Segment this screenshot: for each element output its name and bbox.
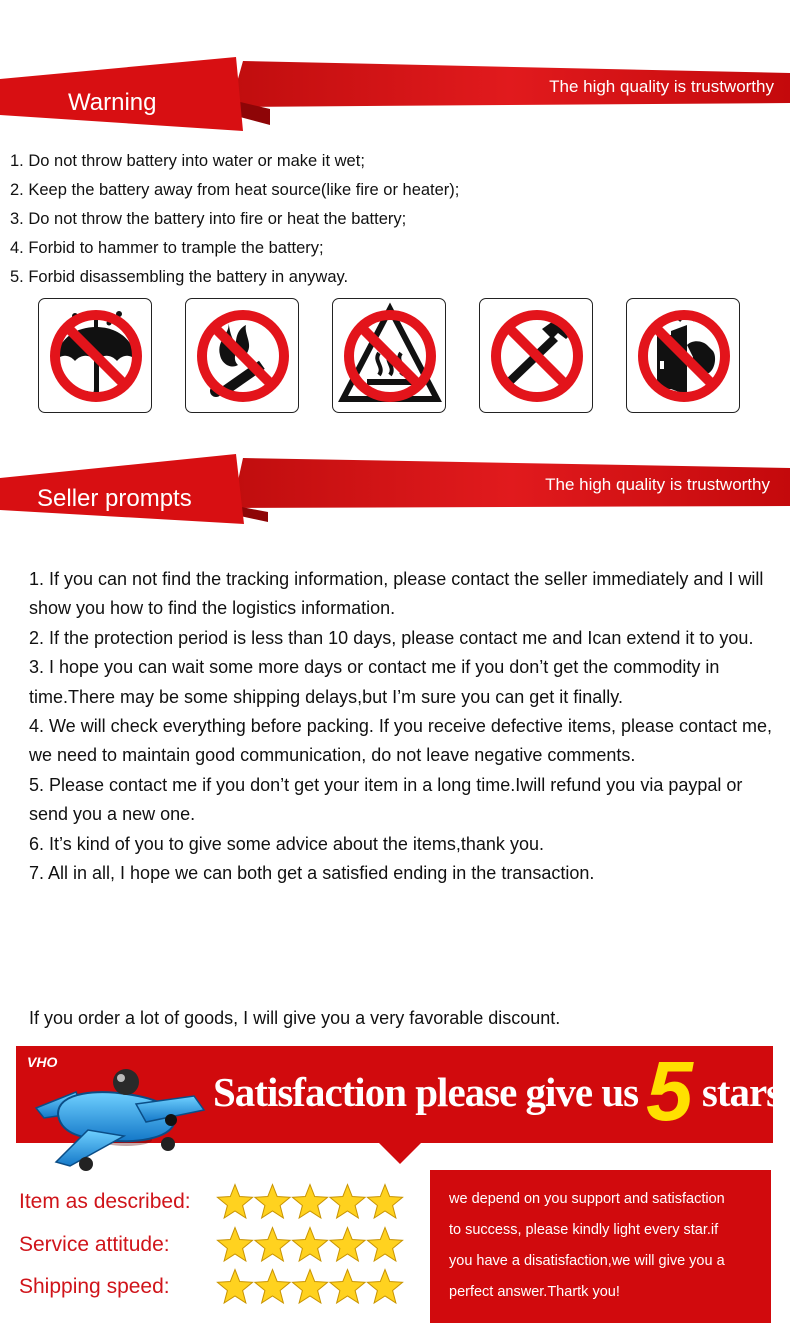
rating-label: Shipping speed: [19,1275,170,1298]
no-fire-icon [186,299,300,414]
seller-banner [0,450,790,530]
sign-no-fire [185,298,299,413]
appeal-line: you have a disatisfaction,we will give you a [449,1253,725,1269]
star-icon[interactable] [255,1270,290,1304]
headline-number: 5 [646,1044,692,1138]
prompt-item: 5. Please contact me if you don’t get your item in a long time.Iwill refund you via paypal or send you a new one. [29,774,743,825]
seller-tagline: The high quality is trustworthy [545,475,770,494]
rating-row [19,1225,409,1265]
star-icon[interactable] [330,1228,365,1262]
warning-item: 1. Do not throw battery into water or make it wet; [10,152,365,170]
sign-no-disassembly [626,298,740,413]
discount-note: If you order a lot of goods, I will give you a very favorable discount. [29,1008,561,1028]
rating-row [19,1267,409,1307]
appeal-line: to success, please kindly light every star.if [449,1222,719,1238]
star-icon[interactable] [217,1228,252,1262]
star-icon[interactable] [217,1185,252,1219]
star-icon[interactable] [292,1228,327,1262]
warning-banner [0,55,790,135]
appeal-line: perfect answer.Thartk you! [449,1284,620,1300]
appeal-box [430,1170,771,1323]
seller-prompts-list [29,565,774,888]
headline-suffix: stars [701,1069,782,1115]
star-icon[interactable] [367,1228,402,1262]
star-icon[interactable] [330,1270,365,1304]
no-heat-icon [333,299,447,414]
star-icon[interactable] [330,1185,365,1219]
appeal-line: we depend on you support and satisfaction [449,1191,725,1207]
warning-list [10,147,459,292]
prompt-item: 3. I hope you can wait some more days or contact me if you don’t get the commodity in time.There may be some shipping delays,but I’m sure you can get it finally. [29,657,720,707]
rating-stars[interactable] [215,1182,405,1222]
toy-plane-icon [18,1052,213,1177]
star-icon[interactable] [255,1185,290,1219]
seller-title: Seller prompts [37,485,192,512]
warning-tagline: The high quality is trustworthy [549,77,774,96]
sign-no-heat [332,298,446,413]
rating-stars[interactable] [215,1267,405,1307]
rating-row [19,1182,409,1222]
star-icon[interactable] [292,1185,327,1219]
warning-item: 3. Do not throw the battery into fire or heat the battery; [10,210,407,228]
star-icon[interactable] [367,1185,402,1219]
prompt-item: 1. If you can not find the tracking information, please contact the seller immediately and I will show you how to find the logistics information. [29,569,764,619]
banner-pointer [378,1142,422,1164]
no-wet-umbrella-icon [39,299,153,414]
headline-prefix: Satisfaction please give us [213,1069,639,1115]
prompt-item: 7. All in all, I hope we can both get a satisfied ending in the transaction. [29,863,595,884]
warning-item: 4. Forbid to hammer to trample the battery; [10,239,324,257]
star-icon[interactable] [217,1270,252,1304]
brand-logo: VHO [27,1054,58,1070]
star-icon[interactable] [292,1270,327,1304]
warning-item: 2. Keep the battery away from heat source(like fire or heater); [10,181,460,199]
rating-stars[interactable] [215,1225,405,1265]
sign-no-hammer [479,298,593,413]
prompt-item: 4. We will check everything before packing. If you receive defective items, please contact me, we need to maintain good communication, do not leave negative comments. [29,716,773,766]
rating-label: Item as described: [19,1190,191,1213]
warning-item: 5. Forbid disassembling the battery in anyway. [10,268,349,286]
star-icon[interactable] [255,1228,290,1262]
no-disassembly-icon [627,299,741,414]
no-hammer-icon [480,299,594,414]
five-stars-headline [213,1044,782,1138]
warning-title: Warning [68,89,157,116]
prompt-item: 2. If the protection period is less than 10 days, please contact me and Ican extend it to you. [29,627,754,648]
sign-no-water [38,298,152,413]
star-icon[interactable] [367,1270,402,1304]
prompt-item: 6. It’s kind of you to give some advice about the items,thank you. [29,833,544,854]
rating-label: Service attitude: [19,1233,170,1256]
